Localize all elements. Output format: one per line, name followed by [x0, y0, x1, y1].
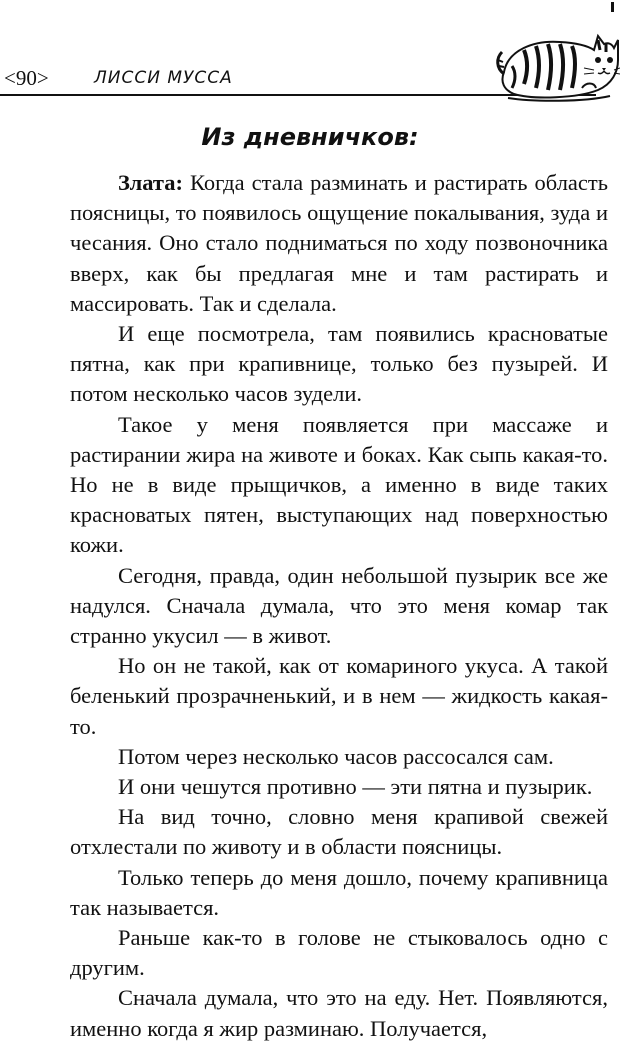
paragraph-10: Раньше как-то в голове не стыковалось одно с другим. — [70, 925, 608, 981]
paragraph-5: Но он не такой, как от комариного укуса. А такой беленький прозрачненький, и в нем — жидкость какая-то. — [70, 653, 608, 739]
speaker-name: Злата: — [118, 170, 183, 195]
paragraph-8: На вид точно, словно меня крапивой свежей отхлестали по животу и в области поясницы. — [70, 804, 608, 860]
paragraph-11: Сначала думала, что это на еду. Нет. Появляются, именно когда я жир разминаю. Получается, — [70, 985, 608, 1041]
corner-mark-icon — [611, 2, 615, 12]
striped-cat-icon — [494, 10, 620, 102]
page-header — [0, 0, 620, 100]
body-text — [70, 168, 608, 1044]
section-title: Из дневничков: — [201, 123, 419, 151]
paragraph-2: И еще посмотрела, там появились красноватые пятна, как при крапивнице, только без пузырей. И потом несколько часов зудели. — [70, 321, 608, 407]
paragraph-9: Только теперь до меня дошло, почему крапивница так называется. — [70, 864, 608, 920]
page-number: <90> — [4, 66, 49, 90]
paragraph-3: Такое у меня появляется при массаже и растирании жира на животе и боках. Как сыпь какая-то. Но не в виде прыщичков, а именно в виде таких красноватых пятен, выступающих над поверхностью кожи. — [70, 411, 608, 558]
paragraph-4: Сегодня, правда, один небольшой пузырик все же надулся. Сначала думала, что это меня комар так странно укусил — в живот. — [70, 562, 608, 649]
paragraph-1 — [70, 168, 608, 319]
paragraph-6: Потом через несколько часов рассосался сам. — [118, 743, 554, 769]
paragraph-7: И они чешутся противно — эти пятна и пузырик. — [118, 774, 593, 800]
paragraph-text: Когда стала разминать и растирать область поясницы, то появилось ощущение покалывания, зуда и чесания. Оно стало подниматься по ходу позвоночника вверх, как бы предлагая мне и там растирать и массировать. Так и сделала. — [70, 170, 608, 316]
running-title: ЛИССИ МУССА — [94, 68, 233, 88]
